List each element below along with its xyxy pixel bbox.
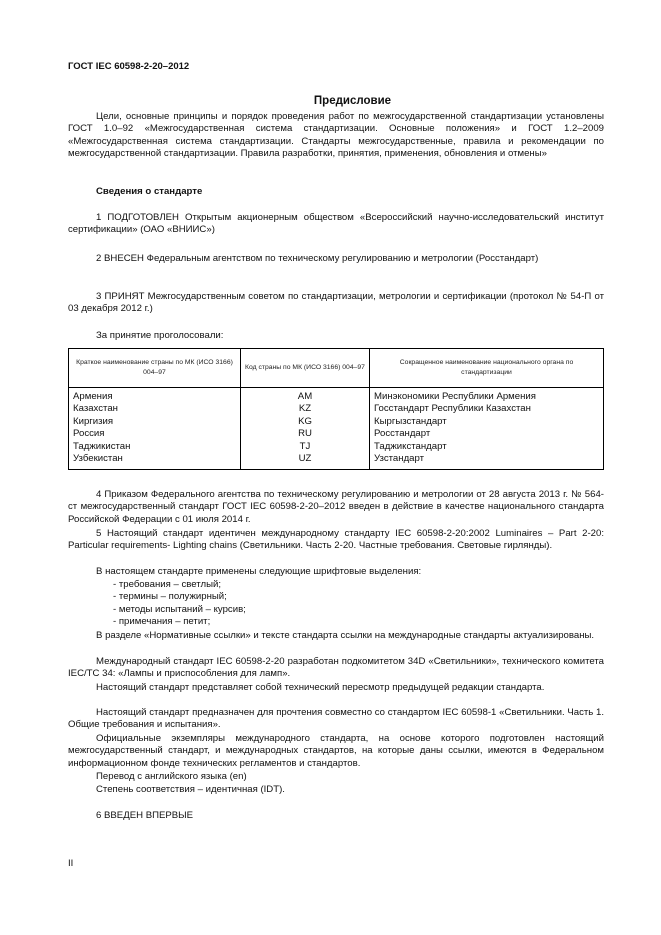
table-cell-country: Киргизия (69, 416, 241, 428)
table-cell-country: Таджикистан (69, 441, 241, 453)
revision-paragraph: Настоящий стандарт представляет собой технический пересмотр предыдущей редакции стандарта. (96, 682, 545, 693)
table-cell-country: Узбекистан (69, 453, 241, 470)
table-row (69, 441, 604, 453)
intro-paragraph: Цели, основные принципы и порядок проведения работ по межгосударственной стандартизации установлены ГОСТ 1.0–92 «Межгосударственная система стандартизации. Основные положения» и ГОСТ 1.2–2009 «Межгосударственная система стандартизации. Стандарты межгосударственные, правила и рекомендации по межгосударственной стандартизации. Правила разработки, принятия, применения, обновления и отмены» (68, 111, 604, 160)
item-1-prepared: 1 ПОДГОТОВЛЕН Открытым акционерным обществом «Всероссийский научно-исследовательский институт сертификации» (ОАО «ВНИИС») (68, 212, 604, 236)
official-copies-paragraph: Официальные экземпляры международного стандарта, на основе которого подготовлен настоящий межгосударственный стандарт, и международных стандартов, на которые даны ссылки, имеются в Федеральном информационном фонде технических регламентов и стандартов. (68, 733, 604, 769)
table-row (69, 388, 604, 404)
list-item: - методы испытаний – курсив; (113, 603, 246, 615)
translation-line: Перевод с английского языка (en) (96, 771, 247, 782)
standard-info-heading: Сведения о стандарте (96, 186, 203, 197)
table-row (69, 416, 604, 428)
table-cell-code: AM (241, 388, 370, 404)
table-header-body: Сокращенное наименование национального органа по стандартизации (370, 349, 604, 388)
table-cell-code: TJ (241, 441, 370, 453)
table-header-country: Краткое наименование страны по МК (ИСО 3166) 004–97 (69, 349, 241, 388)
conformity-line: Степень соответствия – идентичная (IDT). (96, 784, 285, 795)
list-item: - требования – светлый; (113, 579, 221, 590)
table-cell-body: Росстандарт (370, 428, 604, 440)
list-item: - примечания – петит; (113, 616, 211, 628)
item-6-introduced: 6 ВВЕДЕН ВПЕРВЫЕ (96, 810, 194, 821)
table-cell-body: Госстандарт Республики Казахстан (370, 403, 604, 415)
table-cell-body: Таджикстандарт (370, 441, 604, 453)
voted-label: За принятие проголосовали: (96, 330, 224, 341)
table-cell-code: RU (241, 428, 370, 440)
document-code-header: ГОСТ IEC 60598-2-20–2012 (68, 61, 190, 72)
item-3-adopted: 3 ПРИНЯТ Межгосударственным советом по стандартизации, метрологии и сертификации (протокол № 54-П от 03 декабря 2012 г.) (68, 291, 604, 315)
table-cell-country: Армения (69, 388, 241, 404)
list-item: - термины – полужирный; (113, 591, 227, 603)
joint-reading-paragraph: Настоящий стандарт предназначен для прочтения совместно со стандартом IEC 60598-1 «Светильники. Часть 1. Общие требования и испытания». (68, 707, 604, 731)
table-cell-code: KG (241, 416, 370, 428)
table-header-code: Код страны по МК (ИСО 3166) 004–97 (241, 349, 370, 388)
item-5-identical: 5 Настоящий стандарт идентичен международному стандарту IEC 60598-2-20:2002 Luminaires – Part 2-20: Particular requirements- Lighting chains (Светильники. Часть 2-20. Частные требования. Световые гирлянды). (68, 528, 604, 552)
references-paragraph: В разделе «Нормативные ссылки» и тексте стандарта ссылки на международные стандарты актуализированы. (96, 630, 595, 641)
table-cell-code: KZ (241, 403, 370, 415)
fonts-list (113, 579, 246, 629)
table-header-row (69, 349, 604, 388)
table-row (69, 453, 604, 470)
table-row (69, 428, 604, 440)
page-number: II (68, 858, 74, 869)
table-cell-body: Кыргызстандарт (370, 416, 604, 428)
fonts-intro: В настоящем стандарте применены следующие шрифтовые выделения: (96, 566, 422, 577)
voting-table (68, 348, 604, 470)
table-cell-body: Узстандарт (370, 453, 604, 470)
page-title: Предисловие (313, 95, 392, 107)
iec-origin-paragraph: Международный стандарт IEC 60598-2-20 разработан подкомитетом 34D «Светильники», технического комитета IEC/TC 34: «Лампы и приспособления для ламп». (68, 656, 604, 680)
table-row (69, 403, 604, 415)
item-4-order: 4 Приказом Федерального агентства по техническому регулированию и метрологии от 28 августа 2013 г. № 564-ст межгосударственный стандарт ГОСТ IEC 60598-2-20–2012 введен в действие в качестве национального стандарта Российской Федерации с 01 июля 2014 г. (68, 489, 604, 525)
table-cell-body: Минэкономики Республики Армения (370, 388, 604, 404)
table-cell-country: Россия (69, 428, 241, 440)
table-cell-country: Казахстан (69, 403, 241, 415)
item-2-submitted: 2 ВНЕСЕН Федеральным агентством по техническому регулированию и метрологии (Росстандарт) (96, 253, 539, 264)
table-cell-code: UZ (241, 453, 370, 470)
